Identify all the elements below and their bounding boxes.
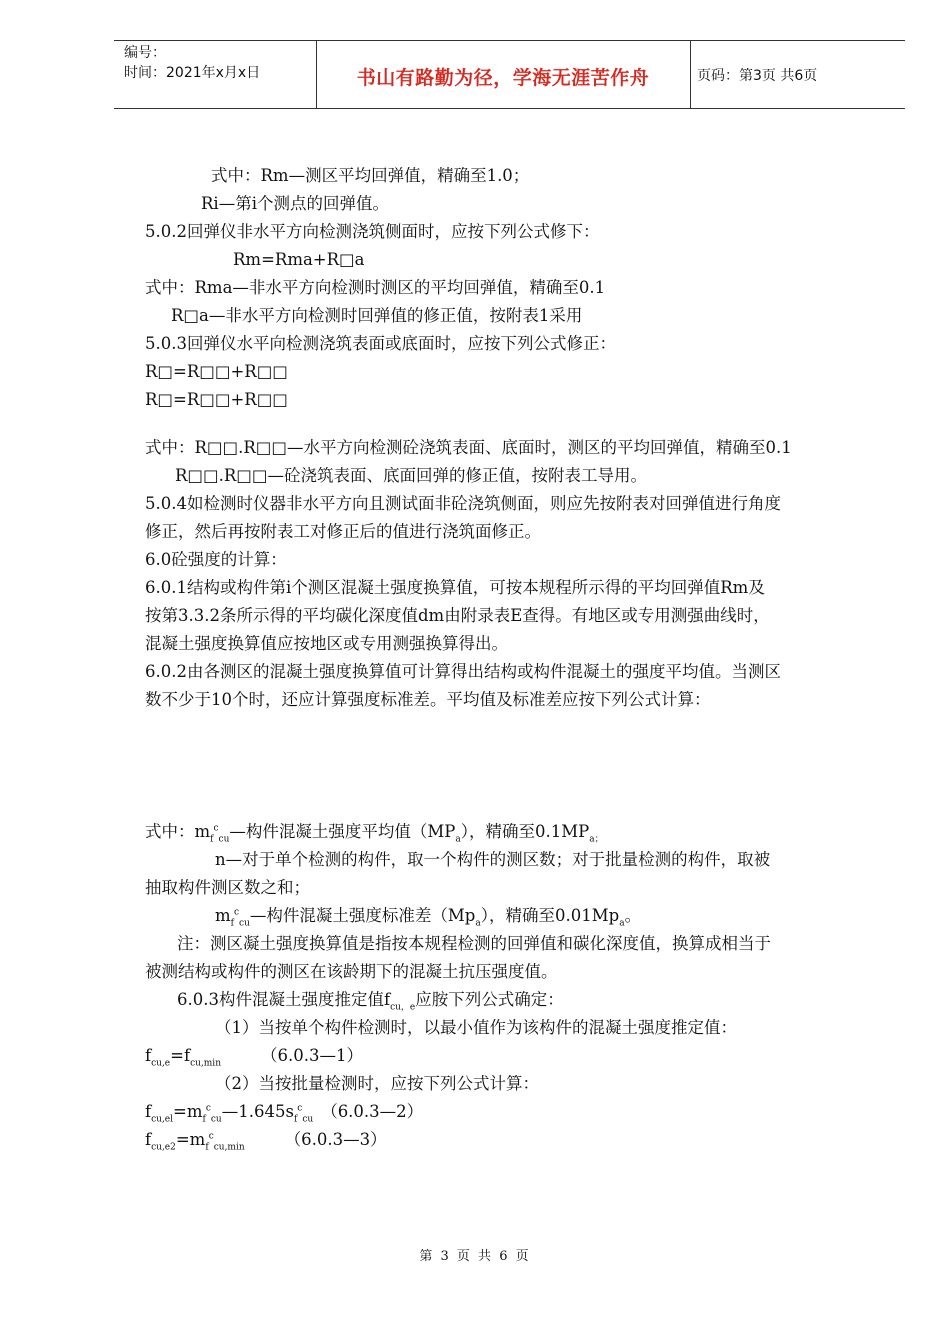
page-footer: 第 3 页 共 6 页: [419, 1249, 531, 1264]
formula-6-0-3-3: $f_{cu,e2}=m_f^c_{cu,min}$ （6.0.3—3）: [145, 1130, 387, 1153]
note-line: 注：测区凝土强度换算值是指按本规程检测的回弹值和碳化深度值，换算成相当于: [177, 934, 771, 953]
text-line: R□a—非水平方向检测时回弹值的修正值，按附表1采用: [171, 306, 583, 325]
section-6-0-1: 6.0.1结构或构件第i个测区混凝土强度换算值，可按本规程所示得的平均回弹值Rm及: [145, 578, 765, 597]
text-line: 混凝土强度换算值应按地区或专用测强换算得出。: [145, 634, 508, 653]
document-body: [145, 162, 880, 1154]
text-line: 数不少于10个时，还应计算强度标准差。平均值及标准差应按下列公式计算：: [145, 690, 711, 709]
section-6-0: 6.0砼强度的计算：: [145, 550, 287, 569]
text-line: n—对于单个检测的构件，取一个构件的测区数；对于批量检测的构件，取被: [215, 850, 771, 869]
text-line: 抽取构件测区数之和；: [145, 878, 310, 897]
formula-line: R□=R□□+R□□: [145, 362, 288, 381]
section-5-0-3: 5.0.3回弹仪水平向检测浇筑表面或底面时，应按下列公式修正：: [145, 334, 616, 353]
formula-line: Rm=Rma+R□a: [233, 250, 365, 269]
sd-definition: $m_f^c_{cu}—$构件混凝土强度标准差$(Mp_a)$，精确至$0.01Mp_a$。: [215, 906, 642, 929]
text-line: R□□.R□□—砼浇筑表面、底面回弹的修正值，按附表工导用。: [175, 466, 647, 485]
formula-6-0-3-1: $f_{cu,e}=f_{cu,min}$ （6.0.3—1）: [145, 1046, 363, 1069]
mean-definition: 式中：$m_f^c_{cu}—$构件混凝土强度平均值$(MP_a)$，精确至$0.1MP_{a;}$: [145, 822, 604, 845]
doc-time-label: 时间：2021年x月x日: [124, 65, 261, 81]
section-6-0-2: 6.0.2由各测区的混凝土强度换算值可计算得出结构或构件混凝土的强度平均值。当测区: [145, 662, 781, 681]
page-header: [114, 40, 905, 109]
header-motto: 书山有路勤为径，学海无涯苦作舟: [356, 67, 650, 89]
text-line: 式中：Rm—测区平均回弹值，精确至1.0；: [211, 166, 530, 185]
text-line: 式中：R□□.R□□—水平方向检测砼浇筑表面、底面时，测区的平均回弹值，精确至0.1: [145, 438, 792, 457]
section-5-0-4: 5.0.4如检测时仪器非水平方向且测试面非砼浇筑侧面，则应先按附表对回弹值进行角度: [145, 494, 781, 513]
text-line: （2）当按批量检测时，应按下列公式计算：: [215, 1074, 539, 1093]
header-meta: [124, 43, 260, 83]
header-divider: [690, 41, 691, 108]
text-line: （1）当按单个构件检测时，以最小值作为该构件的混凝土强度推定值：: [215, 1018, 737, 1037]
formula-6-0-3-2: $f_{cu,el}=m_f^c_{cu}—1.645s_f^c_{cu}$ （6.0.3—2）: [145, 1102, 424, 1125]
header-page-info: 页码：第3页 共6页: [697, 68, 818, 84]
text-line: Ri—第i个测点的回弹值。: [201, 194, 389, 213]
text-line: 式中：Rma—非水平方向检测时测区的平均回弹值，精确至0.1: [145, 278, 606, 297]
doc-number-label: 编号：: [124, 45, 166, 61]
section-5-0-2: 5.0.2回弹仪非水平方向检测浇筑侧面时，应按下列公式修下：: [145, 222, 600, 241]
text-line: 被测结构或构件的测区在该龄期下的混凝土抗压强度值。: [145, 962, 558, 981]
formula-line: R□=R□□+R□□: [145, 390, 288, 409]
text-line: 按第3.3.2条所示得的平均碳化深度值dm由附录表E查得。有地区或专用测强曲线时，: [145, 606, 770, 625]
section-6-0-3: 6.0.3构件混凝土强度推定值$f_{cu,e}$应胺下列公式确定：: [177, 990, 564, 1013]
text-line: 修正，然后再按附表工对修正后的值进行浇筑面修正。: [145, 522, 541, 541]
